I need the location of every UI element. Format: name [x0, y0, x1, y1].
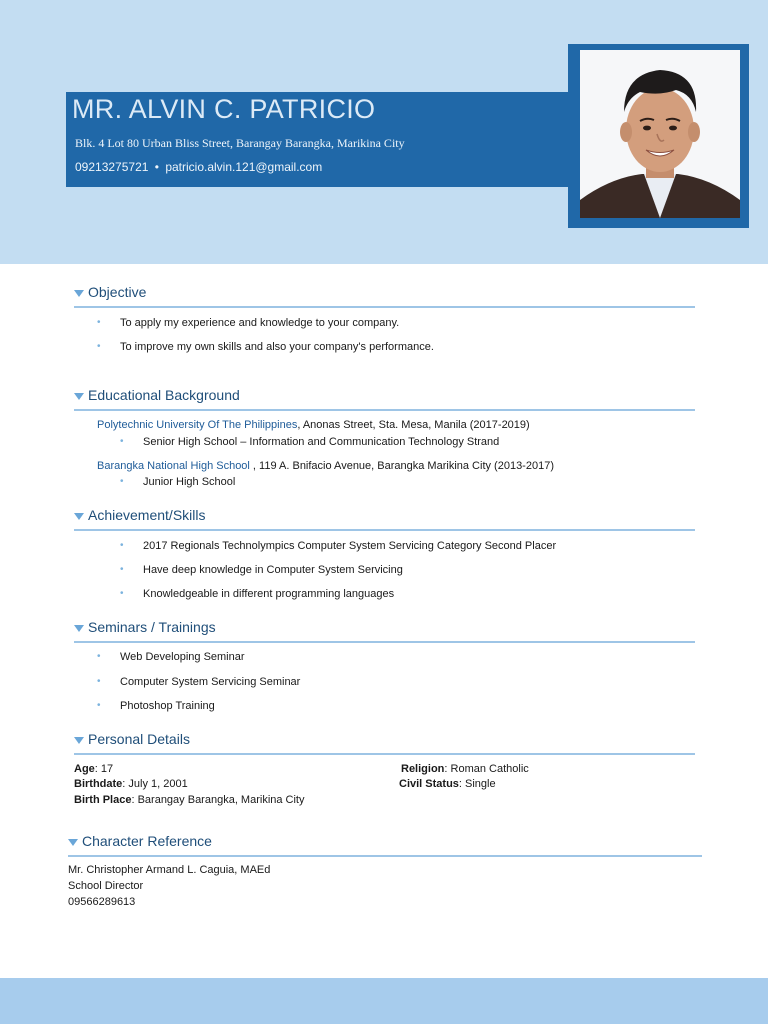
bullet-icon: •	[97, 317, 101, 328]
bullet-icon: •	[97, 700, 101, 711]
portrait-photo	[580, 50, 740, 218]
bullet-icon: •	[120, 436, 124, 447]
list-item-text: Knowledgeable in different programming languages	[143, 588, 395, 600]
age-value: : 17	[94, 763, 114, 775]
triangle-bullet-icon	[74, 625, 84, 632]
triangle-bullet-icon	[74, 737, 84, 744]
list-item-text: Junior High School	[143, 476, 236, 488]
birthdate-label: Birthdate	[74, 778, 123, 790]
section-title: Character Reference	[82, 833, 212, 849]
list-item-text: Web Developing Seminar	[120, 651, 245, 663]
birthplace-label: Birth Place	[74, 794, 132, 806]
age-row	[74, 763, 113, 775]
section-title: Seminars / Trainings	[88, 619, 216, 635]
phone-number: 09213275721	[75, 160, 149, 174]
bullet-icon: •	[120, 476, 124, 487]
separator-dot: •	[154, 160, 159, 174]
section-achievements	[74, 505, 695, 531]
religion-value: : Roman Catholic	[444, 763, 529, 775]
candidate-name: MR. ALVIN C. PATRICIO	[72, 94, 376, 124]
bullet-icon: •	[120, 564, 124, 575]
birthplace-row	[74, 794, 305, 806]
civil-status-value: : Single	[458, 778, 496, 790]
religion-row	[401, 763, 529, 775]
section-reference	[68, 831, 702, 857]
school-entry	[97, 460, 554, 472]
list-item-text: 2017 Regionals Technolympics Computer System Servicing Category Second Placer	[143, 540, 557, 552]
list-item-text: To improve my own skills and also your company's performance.	[120, 341, 434, 353]
civil-status-row	[399, 778, 496, 790]
bullet-icon: •	[120, 588, 124, 599]
religion-label: Religion	[401, 763, 445, 775]
triangle-bullet-icon	[74, 513, 84, 520]
triangle-bullet-icon	[74, 290, 84, 297]
photo-frame	[568, 44, 749, 228]
section-objective	[74, 282, 695, 308]
section-education	[74, 385, 695, 411]
school-name: Barangka National High School	[97, 460, 250, 472]
age-label: Age	[74, 763, 95, 775]
footer-band	[0, 978, 768, 1024]
birthplace-value: : Barangay Barangka, Marikina City	[131, 794, 305, 806]
school-details: , Anonas Street, Sta. Mesa, Manila (2017-2019)	[297, 419, 530, 431]
school-name: Polytechnic University Of The Philippines	[97, 419, 298, 431]
civil-status-label: Civil Status	[399, 778, 459, 790]
list-item-text: Have deep knowledge in Computer System Servicing	[143, 564, 403, 576]
section-title: Educational Background	[88, 387, 240, 403]
birthdate-row	[74, 778, 188, 790]
bullet-icon: •	[120, 540, 124, 551]
candidate-address: Blk. 4 Lot 80 Urban Bliss Street, Barangay Barangka, Marikina City	[75, 136, 405, 150]
triangle-bullet-icon	[74, 393, 84, 400]
list-item-text: To apply my experience and knowledge to your company.	[120, 317, 400, 329]
reference-name: Mr. Christopher Armand L. Caguia, MAEd	[68, 864, 271, 876]
section-title: Personal Details	[88, 731, 190, 747]
section-seminars	[74, 617, 695, 643]
section-personal	[74, 729, 695, 755]
bullet-icon: •	[97, 651, 101, 662]
triangle-bullet-icon	[68, 839, 78, 846]
bullet-icon: •	[97, 341, 101, 352]
email-address: patricio.alvin.121@gmail.com	[165, 160, 323, 174]
bullet-icon: •	[97, 676, 101, 687]
list-item-text: Photoshop Training	[120, 700, 215, 712]
reference-phone: 09566289613	[68, 896, 136, 908]
contact-line	[75, 160, 322, 174]
name-banner	[66, 92, 574, 187]
list-item-text: Senior High School – Information and Communication Technology Strand	[143, 436, 500, 448]
school-entry	[97, 419, 530, 431]
section-title: Achievement/Skills	[88, 507, 206, 523]
school-details: , 119 A. Bnifacio Avenue, Barangka Marikina City (2013-2017)	[249, 460, 554, 472]
section-title: Objective	[88, 284, 147, 300]
reference-position: School Director	[68, 880, 144, 892]
birthdate-value: : July 1, 2001	[122, 778, 188, 790]
list-item-text: Computer System Servicing Seminar	[120, 676, 301, 688]
